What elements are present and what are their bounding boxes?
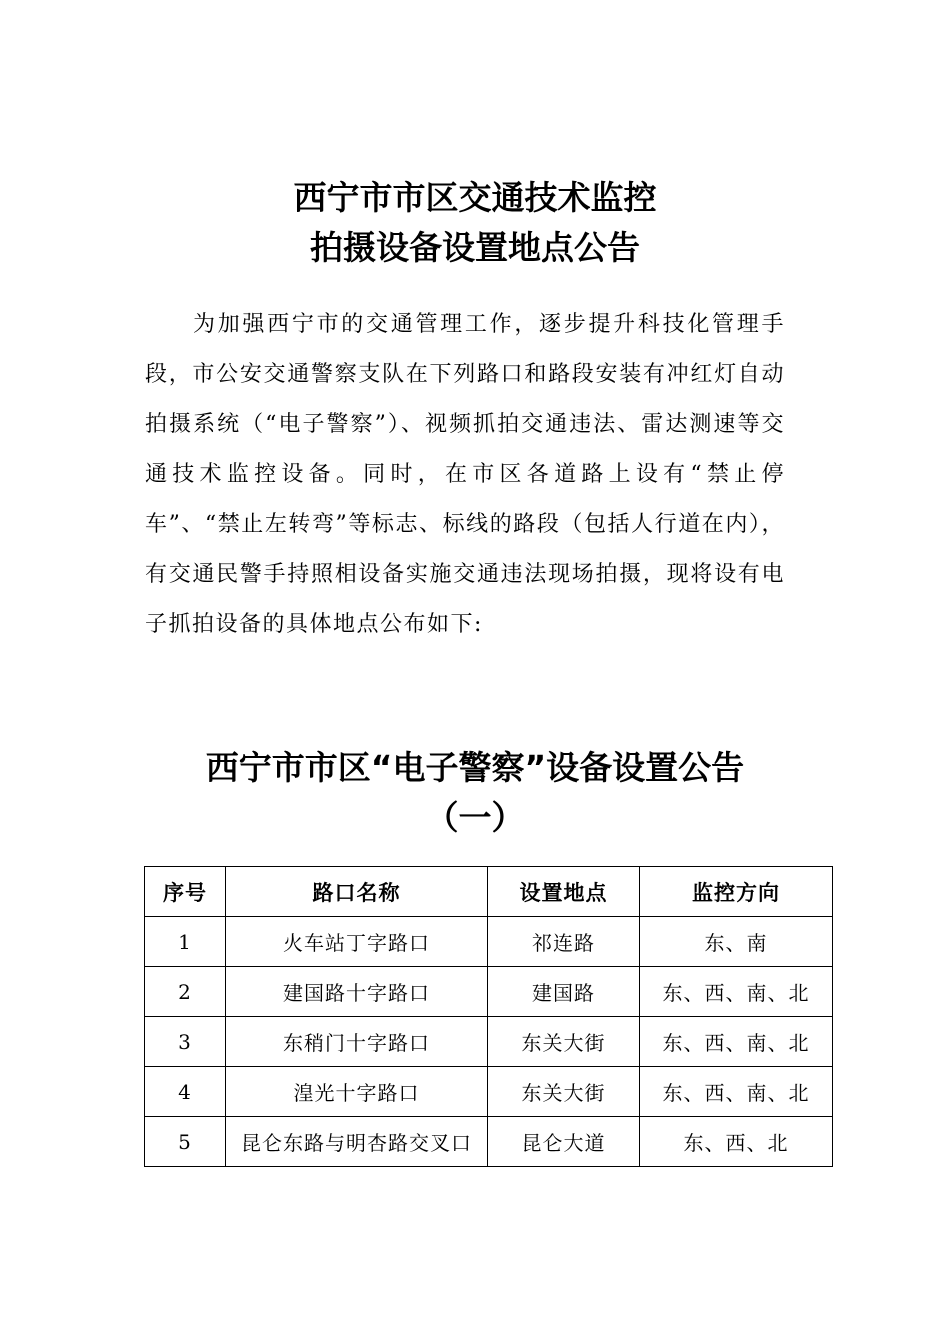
device-location-table [144, 866, 833, 1167]
section-title-line-1: 西宁市市区“电子警察”设备设置公告 [205, 748, 745, 787]
cell-location: 昆仑大道 [488, 1117, 640, 1167]
cell-monitor-direction: 东、南 [640, 917, 833, 967]
cell-location: 祁连路 [488, 917, 640, 967]
cell-monitor-direction: 东、西、南、北 [640, 1067, 833, 1117]
cell-index: 4 [145, 1067, 226, 1117]
table-row [145, 1017, 833, 1067]
cell-intersection-name: 湟光十字路口 [226, 1067, 488, 1117]
cell-location: 建国路 [488, 967, 640, 1017]
table-row [145, 1067, 833, 1117]
cell-index: 1 [145, 917, 226, 967]
document-title-line-2: 拍摄设备设置地点公告 [310, 228, 640, 267]
document-title-line-1: 西宁市市区交通技术监控 [293, 178, 657, 217]
cell-intersection-name: 火车站丁字路口 [226, 917, 488, 967]
intro-paragraph: 为加强西宁市的交通管理工作，逐步提升科技化管理手段，市公安交通警察支队在下列路口和路段安装有冲红灯自动拍摄系统（“电子警察”）、视频抓拍交通违法、雷达测速等交通技术监控设备。同时，在市区各道路上设有“禁止停车”、“禁止左转弯”等标志、标线的路段（包括人行道在内），有交通民警手持照相设备实施交通违法现场拍摄，现将设有电子抓拍设备的具体地点公布如下: [145, 312, 785, 637]
cell-index: 5 [145, 1117, 226, 1167]
cell-monitor-direction: 东、西、南、北 [640, 1017, 833, 1067]
cell-location: 东关大街 [488, 1017, 640, 1067]
header-index: 序号 [145, 867, 226, 917]
cell-intersection-name: 昆仑东路与明杏路交叉口 [226, 1117, 488, 1167]
cell-index: 2 [145, 967, 226, 1017]
table-row [145, 967, 833, 1017]
table-row [145, 1117, 833, 1167]
cell-location: 东关大街 [488, 1067, 640, 1117]
header-monitor-direction: 监控方向 [640, 867, 833, 917]
cell-monitor-direction: 东、西、北 [640, 1117, 833, 1167]
cell-index: 3 [145, 1017, 226, 1067]
table-row [145, 917, 833, 967]
table-header-row [145, 867, 833, 917]
header-intersection-name: 路口名称 [226, 867, 488, 917]
header-location: 设置地点 [488, 867, 640, 917]
cell-intersection-name: 东稍门十字路口 [226, 1017, 488, 1067]
cell-monitor-direction: 东、西、南、北 [640, 967, 833, 1017]
section-title-line-2: （一） [425, 798, 525, 837]
cell-intersection-name: 建国路十字路口 [226, 967, 488, 1017]
